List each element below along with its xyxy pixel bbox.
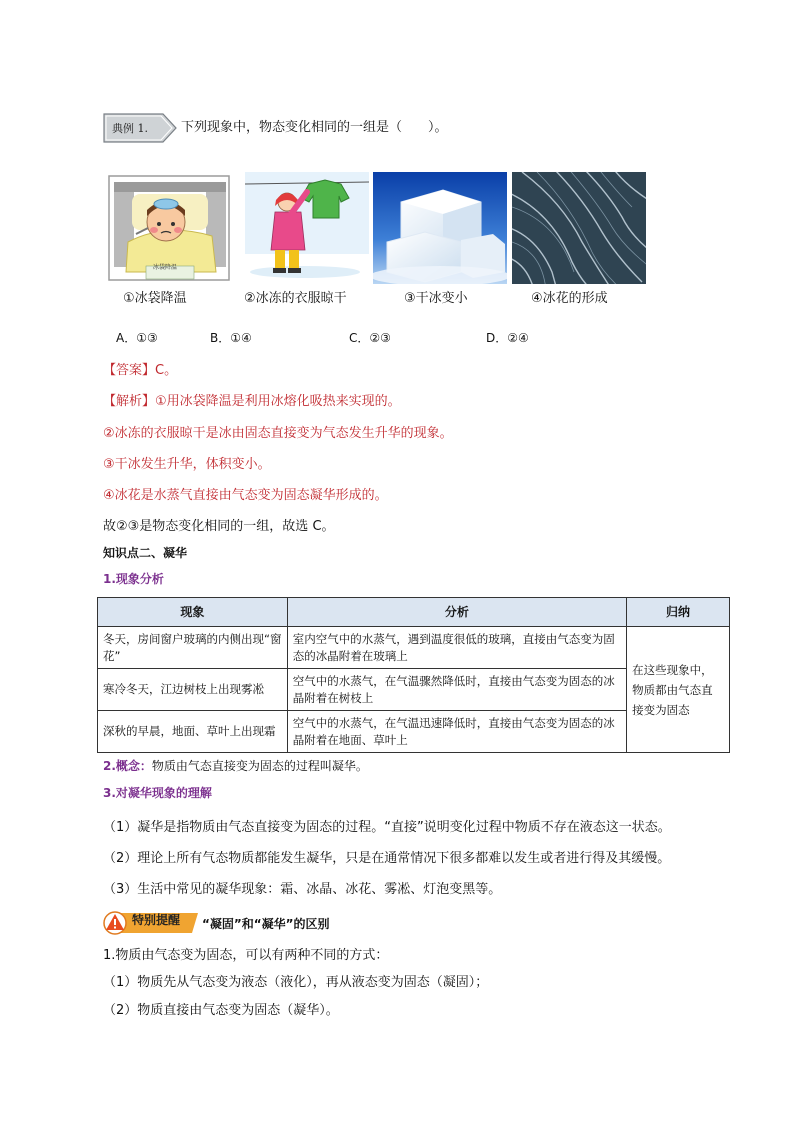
analysis-tag: 【解析】 — [103, 394, 156, 409]
phenomenon-table — [97, 597, 730, 753]
understanding-point-2: （2）理论上所有气态物质都能发生凝华，只是在通常情况下很多都难以发生或者进行得及其缓慢。 — [103, 851, 671, 866]
option-b: B．①④ — [210, 331, 252, 345]
image-caption-4: ④冰花的形成 — [531, 291, 608, 306]
dry-ice-picture — [373, 172, 507, 284]
table-cell-analysis: 空气中的水蒸气，在气温迅速降低时，直接由气态变为固态的冰晶附着在地面、草叶上 — [287, 711, 626, 753]
analysis-line-4: ④冰花是水蒸气直接由气态变为固态凝华形成的。 — [103, 488, 388, 503]
tip-line-2: （1）物质先从气态变为液态（液化），再从液态变为固态（凝固）； — [103, 975, 489, 990]
understanding-point-3: （3）生活中常见的凝华现象：霜、冰晶、冰花、雾凇、灯泡变黑等。 — [103, 882, 502, 897]
image-caption-2: ②冰冻的衣服晾干 — [244, 291, 347, 306]
table-row — [98, 627, 730, 669]
concept-line — [103, 759, 368, 774]
answer-line — [103, 363, 177, 379]
analysis-line-1: 【解析】①用冰袋降温是利用冰熔化吸热来实现的。 — [103, 394, 401, 409]
ice-bag-sign-text: 冰袋降温 — [152, 264, 177, 271]
concept-label: 2.概念： — [103, 759, 152, 773]
tip-title: “凝固”和“凝华”的区别 — [202, 917, 330, 931]
question-text: 下列现象中，物态变化相同的一组是（ ）。 — [181, 120, 448, 135]
example-badge-label: 典例 1. — [112, 122, 148, 135]
image-caption-3: ③干冰变小 — [404, 291, 468, 306]
tip-line-1: 1.物质由气态变为固态，可以有两种不同的方式： — [103, 948, 389, 963]
table-cell-summary: 在这些现象中，物质都由气态直接变为固态 — [627, 627, 730, 753]
option-d: D．②④ — [486, 331, 529, 345]
answer-tag: 【答案】 — [103, 363, 156, 378]
frozen-clothes-picture — [245, 172, 369, 284]
warning-icon — [102, 909, 128, 935]
frost-flower-picture — [512, 172, 646, 284]
table-header: 现象 — [98, 598, 288, 627]
section-title: 知识点二、凝华 — [103, 546, 188, 560]
subheading-phenomenon-analysis: 1.现象分析 — [103, 572, 164, 586]
answer-value: C。 — [155, 363, 178, 378]
analysis-conclusion: 故②③是物态变化相同的一组，故选 C。 — [103, 519, 335, 534]
table-header: 归纳 — [627, 598, 730, 627]
table-cell-phenomenon: 冬天，房间窗户玻璃的内侧出现“窗花” — [98, 627, 288, 669]
subheading-understanding: 3.对凝华现象的理解 — [103, 786, 212, 800]
table-header: 分析 — [287, 598, 626, 627]
table-header-row — [98, 598, 730, 627]
option-a: A．①③ — [116, 331, 158, 345]
special-tip-label: 特别提醒 — [132, 913, 181, 927]
option-c: C．②③ — [349, 331, 391, 345]
tip-line-3: （2）物质直接由气态变为固态（凝华）。 — [103, 1003, 339, 1018]
table-cell-phenomenon: 寒冷冬天，江边树枝上出现雾凇 — [98, 669, 288, 711]
analysis-line-3: ③干冰发生升华，体积变小。 — [103, 457, 271, 472]
image-caption-1: ①冰袋降温 — [123, 291, 187, 306]
table-cell-phenomenon: 深秋的早晨，地面、草叶上出现霜 — [98, 711, 288, 753]
concept-text: 物质由气态直接变为固态的过程叫凝华。 — [151, 759, 368, 773]
table-cell-analysis: 空气中的水蒸气，在气温骤然降低时，直接由气态变为固态的冰晶附着在树枝上 — [287, 669, 626, 711]
table-cell-analysis: 室内空气中的水蒸气，遇到温度很低的玻璃，直接由气态变为固态的冰晶附着在玻璃上 — [287, 627, 626, 669]
analysis-line-2: ②冰冻的衣服晾干是冰由固态直接变为气态发生升华的现象。 — [103, 426, 453, 441]
understanding-point-1: （1）凝华是指物质由气态直接变为固态的过程。“直接”说明变化过程中物质不存在液态这一状态。 — [103, 820, 671, 835]
